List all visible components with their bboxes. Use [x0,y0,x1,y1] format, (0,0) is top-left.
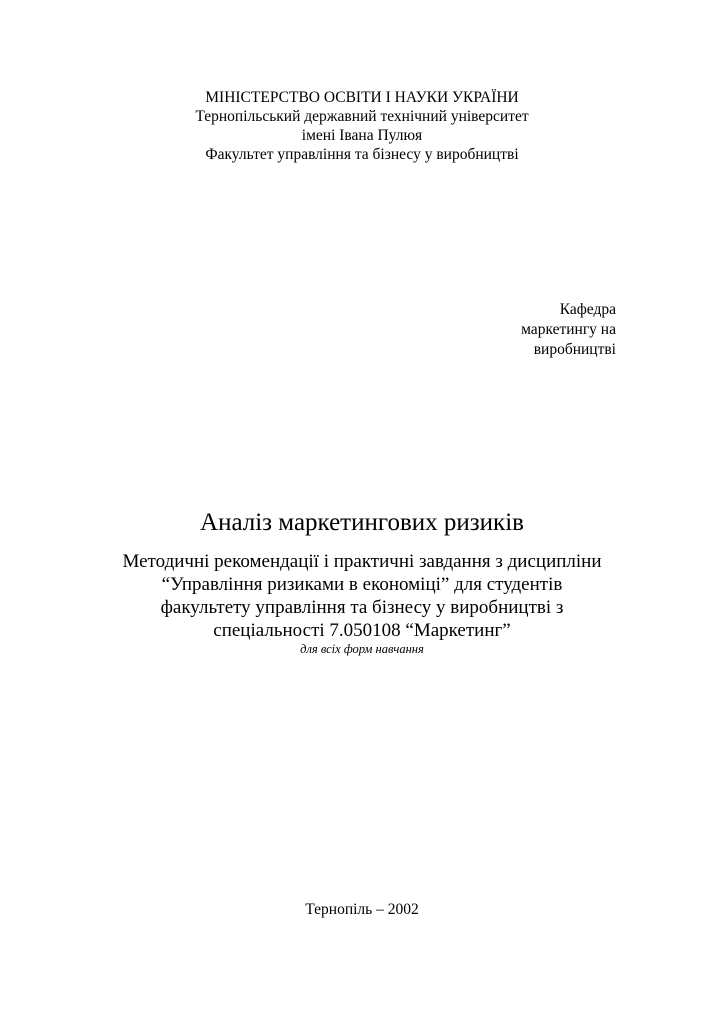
subtitle-line-2: “Управління ризиками в економіці” для студентів [161,574,563,595]
ministry-name: МІНІСТЕРСТВО ОСВІТИ І НАУКИ УКРАЇНИ [205,89,519,106]
university-namesake: імені Івана Пулюя [301,127,423,144]
university-name: Тернопільський державний технічний університет [195,108,529,125]
department-line-3: виробництві [533,341,616,358]
study-forms-note: для всіх форм навчання [300,642,424,656]
department-line-1: Кафедра [559,301,616,318]
faculty-name: Факультет управління та бізнесу у виробництві [205,146,519,163]
document-title: Аналіз маркетингових ризиків [200,509,524,536]
department-line-2: маркетингу на [521,321,616,338]
subtitle-line-4: спеціальності 7.050108 “Маркетинг” [213,620,511,641]
institution-header [0,88,724,164]
subtitle-line-3: факультету управління та бізнесу у виробництві з [160,597,564,618]
document-subtitle [0,550,724,642]
department-block [521,300,616,360]
place-and-year: Тернопіль – 2002 [305,901,419,918]
subtitle-line-1: Методичні рекомендації і практичні завдання з дисципліни [122,551,602,572]
document-title-block [0,506,724,657]
